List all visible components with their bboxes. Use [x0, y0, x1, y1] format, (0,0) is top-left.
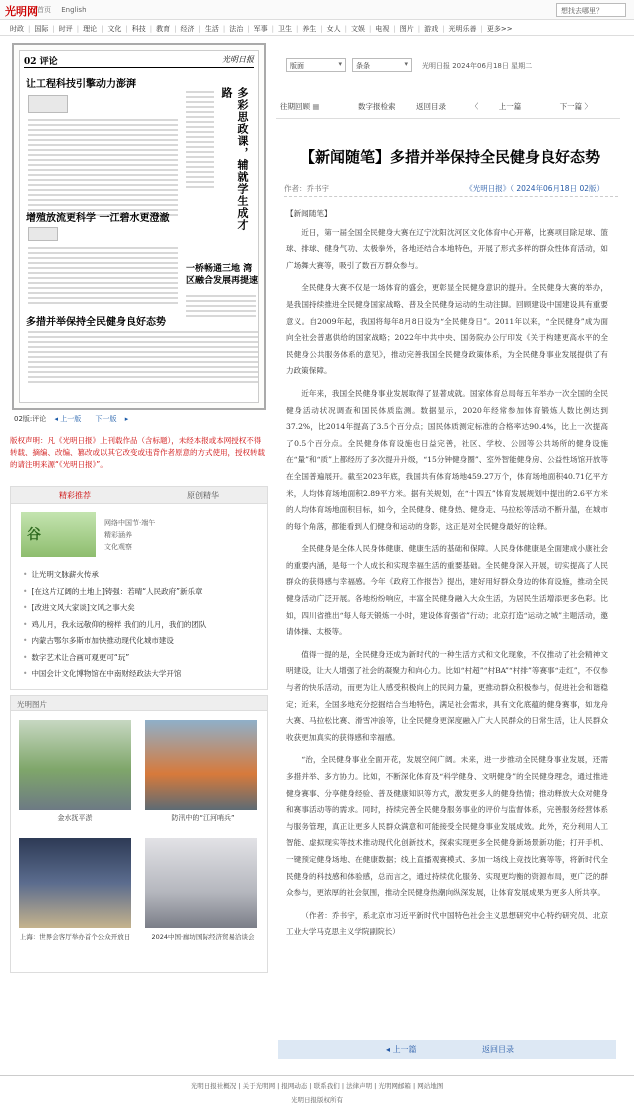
nav-item[interactable]: 光明乐善: [448, 25, 477, 33]
newspaper-page[interactable]: [12, 43, 266, 410]
nav-separator: |: [480, 25, 483, 33]
top-bar: [0, 0, 634, 20]
newspaper-sheet: [19, 50, 259, 403]
calendar-icon: ▦: [312, 102, 320, 111]
paper-page-nav: [14, 414, 134, 424]
recommend-list-item[interactable]: • 内蒙古鄂尔多斯市加快推动现代化城市建设: [23, 633, 206, 650]
paper-logo: 光明日报: [222, 55, 254, 64]
search-input[interactable]: 想找去哪里？: [556, 3, 626, 17]
nav-item[interactable]: 图片: [399, 25, 414, 33]
nav-item[interactable]: 教育: [156, 25, 171, 33]
recommend-tabs: [11, 487, 267, 504]
issue-date: 光明日报 2024年06月18日 星期二: [422, 62, 533, 70]
nav-item[interactable]: 科技: [131, 25, 146, 33]
nav-item[interactable]: 文娱: [351, 25, 366, 33]
article-paragraph: “治，全民健身事业全面开花，发展空间广阔。未来，进一步推动全民健身事业发展，还需多措并举、多方协力。比如，不断深化体育及“科学健身、文明健身”的全民健身理念，通过推进健身赛事、分享健身经验、普及健康知识等方式，激发更多人的健身热情；推动释放大众对健身和赛事活动等的需求。同时，持续完善全民健身服务事业的评价与监督体系，完善服务经营体系与服务管理，真正让更多人民群众满意和可能接受全民健身事业发展成效。此外，充分利用人工智能、虚拟现实等技术推动现代化创新技术，探索实现更多全民健身新场景新功能；打开手机、一键预定健身场地、在健康数据；线上直播观赛模式、多加一场线上竞技比赛等等，将新时代全民健身的科技感和体验感，总而言之，通过持续优化服务、实现更均衡的资源布局，更广泛的群众参与，更浓厚的社会氛围，推动全民健身热潮向纵深发展，让体育发展成果为更多人所共享。: [286, 755, 608, 898]
recommend-list-item[interactable]: • 鸡儿月，我永远敬仰的榜样 我们的儿月，我们的团队: [23, 617, 206, 634]
nav-item[interactable]: 文化: [107, 25, 122, 33]
nav-item[interactable]: 生活: [204, 25, 219, 33]
nav-item[interactable]: 经济: [180, 25, 195, 33]
paper-text-block-3: [28, 247, 178, 307]
nav-separator: |: [222, 25, 226, 33]
article-paragraph: 近年来，我国全民健身事业发展取得了显著成就。国家体育总局每五年举办一次全国的全民健身活动状况调查和国民体质监测。数据显示，2020年经常参加体育锻炼人数比例达到37.2%，比2014年提高了3.5个百分点；国民体质测定标准的合格率达90.4%，比上一次提高了0.5个百分点。全民健身体育设施也日益完善，社区、学校、公园等公共场所的健身设施在“量”和“质”上都经历了多次提升升级，“15分钟健身圈”、室外智能健身房、公益性场馆开放等在全国普遍展开。截至2023年底，我国共有体育场地459.27万个，体育场地面积40.71亿平方米，人均体育场地面积2.89平方米。据有关规划，在“十四五”体育发展规划中提出的2.6平方米的人均体育场地面积目标，如今，全民健身、健身热、健身走、马拉松等活动不断升温，在城市的每个角落，都能看到人们健身和运动的身影，这正是对全民健身最好的诠释。: [286, 388, 608, 531]
photo-4[interactable]: [145, 838, 257, 928]
nav-separator: |: [174, 25, 177, 33]
photo-caption-2[interactable]: 防汛中的“江河哨兵”: [171, 814, 235, 822]
article-lead: 【新闻随笔】: [286, 209, 332, 218]
recommend-list: [23, 567, 206, 683]
section-select[interactable]: 版面 ▾: [286, 58, 346, 72]
photo-2[interactable]: [145, 720, 257, 810]
recommend-side-item[interactable]: 文化观察: [104, 543, 132, 551]
recommend-side-item[interactable]: 网络中国节·端午: [104, 519, 156, 527]
article-source: 《光明日报》（ 2024年06月18日 02版）: [465, 184, 604, 193]
photo-3[interactable]: [19, 838, 131, 928]
page-rule: [24, 67, 254, 68]
article-toolbar: [276, 97, 620, 119]
nav-separator: |: [442, 25, 445, 33]
recommend-list-item[interactable]: • 让光明文脉薪火传承: [23, 567, 206, 584]
photo-panel: [10, 695, 268, 973]
recommend-side: [104, 517, 155, 553]
nav-separator: |: [247, 25, 250, 33]
page-footer: [0, 1075, 634, 1107]
nav-separator: |: [198, 25, 201, 33]
photo-caption-1[interactable]: 金水抚平淤: [57, 814, 93, 822]
nav-item[interactable]: 养生: [302, 25, 317, 33]
footer-links[interactable]: 光明日报社概况 | 关于光明网 | 报网动态 | 联系我们 | 法律声明 | 光明网邮箱 | 网站地图: [190, 1082, 444, 1090]
current-page-label: 02版:评论: [14, 415, 47, 423]
article-paragraph: （作者：乔书宇，系北京市习近平新时代中国特色社会主义思想研究中心特约研究员、北京工业大学马克思主义学院副院长）: [286, 910, 608, 937]
paper-headline-2[interactable]: 增殖放流更科学 一江碧水更澄澈: [26, 213, 170, 224]
photo-caption-4[interactable]: 2024中国·廊坊国际经济贸易洽谈会: [151, 933, 255, 941]
nav-item[interactable]: 法治: [229, 25, 244, 33]
nav-item[interactable]: 卫生: [277, 25, 292, 33]
nav-separator: |: [393, 25, 396, 33]
digital-search-link[interactable]: 数字报检索: [358, 102, 396, 111]
paper-vertical-title-1[interactable]: 多彩思政课，辅就学生成才路: [220, 87, 249, 231]
article-paragraph: 全民健身大赛不仅是一场体育的盛会，更彰显全民健身意识的提升。全民健身大赛的举办，是我国持续推进全民健身国家战略、普及全民健身运动的生动注脚。回顾建设中国建设具有重要意义。自2009年起，我国将每年8月8日设为“全民健身日”。2011年以来，“全民健身”成为面向全社会普惠供给的国家战略；2022年中共中央、国务院办公厅印发《关于构建更高水平的全民健身公共服务体系的意见》，推动完善我国全民健身政策体系，为全民健身事业发展提供了有力政策保障。: [286, 283, 608, 376]
paper-headline-3[interactable]: 多措并举保持全民健身良好态势: [26, 317, 166, 328]
article-paragraph: 近日，第一届全国全民健身大赛在辽宁沈阳沈河区文化体育中心开幕，比赛项目除足球、篮球、排球、健身气功、太极拳外，各地还结合本地特色，开展了形式多样的群众性体育活动，如广场舞大赛等，吸引了数百万群众参与。: [286, 227, 608, 270]
nav-separator: |: [344, 25, 348, 33]
nav-separator: |: [369, 25, 372, 33]
recommend-list-item[interactable]: • [改进文风大家谈]文风之事大矣: [23, 600, 206, 617]
paper-headline-4[interactable]: 一桥畅通三地 湾区融合发展再提速: [186, 264, 259, 286]
bottom-index-link[interactable]: 返回目录: [482, 1045, 514, 1054]
nav-item[interactable]: 女人: [326, 25, 341, 33]
nav-item[interactable]: 时政: [10, 25, 24, 33]
paper-text-block-2: [186, 91, 214, 191]
copyright-notice: 版权声明：凡《光明日报》上刊载作品（含标题），未经本报或本网授权不得转载、摘编、改编、篡改或以其它改变或违背作者原意的方式使用，授权转载的请注明来源“《光明日报》”。: [10, 436, 265, 469]
footer-copyright: 光明日报版权所有: [291, 1096, 343, 1104]
photo-panel-title: 光明图片: [11, 696, 267, 711]
nav-separator: |: [271, 25, 274, 33]
nav-item[interactable]: 游戏: [424, 25, 439, 33]
english-link[interactable]: English: [61, 6, 87, 14]
paper-column-badge: [28, 95, 68, 113]
article-paragraph: 值得一提的是，全民健身还成为新时代的一种生活方式和文化现象，不仅推动了社会精神文明建设，让大人增强了社会的凝聚力和向心力。比如“村超”“村BA”“村排”等赛事“走红”，不仅参与者的快乐活动，而更为让人感受积极向上的民间力量，更推动群众积极参与，促进社会和谐稳定；近来，全国多地充分挖掘结合当地特色，满足社会需求，具有文化底蕴的健身赛事，如龙舟大赛、马拉松比赛、滑雪冲浪等，让全民健身更深度融入广大人民群众的日常生活，让人民群众收获更加真实的获得感和幸福感。: [286, 649, 608, 742]
recommend-side-item[interactable]: 精彩涵养: [104, 531, 132, 539]
nav-item[interactable]: 国际: [34, 25, 49, 33]
next-page-link[interactable]: 下一版 ▸: [95, 415, 129, 423]
recommend-list-item[interactable]: • 中国会计文化博物馆在中南财经政法大学开馆: [23, 666, 206, 683]
nav-separator: |: [417, 25, 421, 33]
channel-nav: [0, 20, 634, 36]
recommend-list-item[interactable]: • 数字艺术让合画可观更可“玩”: [23, 650, 206, 667]
paper-text-block-5: [28, 331, 258, 386]
article-paragraph: 全民健身是全体人民身体健康、健康生活的基础和保障。人民身体健康是全面建成小康社会的重要内涵，是每一个人成长和实现幸福生活的重要基础。全民健身深入开展，切实提高了人民群众的获得感与幸福感。今年《政府工作报告》提出，建好用好群众身边的体育设施，推动全民健身活动广泛开展。各地纷纷响应，丰富全民健身融入大众生活，为居民生活增添更多色彩。比如，四川省推出“每人每天锻炼一小时，建设体育强省”行动；北京打造“运动之城”主题活动，邀请体操、太极等。: [286, 544, 608, 637]
back-to-index-link[interactable]: 返回目录: [416, 102, 446, 111]
photo-1[interactable]: [19, 720, 131, 810]
nav-item[interactable]: 电视: [375, 25, 390, 33]
recommend-panel: [10, 486, 268, 690]
top-links: [37, 5, 95, 15]
next-article-link[interactable]: 下一篇 〉: [559, 102, 592, 111]
prev-page-link[interactable]: ◂ 上一版: [54, 415, 82, 423]
paper-text-block-1: [28, 119, 178, 219]
recommend-image-text: 谷: [27, 527, 41, 543]
tab-original[interactable]: 原创精华: [187, 491, 219, 500]
nav-separator: |: [149, 25, 153, 33]
article-author: 作者：乔书宇: [284, 184, 329, 193]
nav-separator: |: [125, 25, 128, 33]
tab-featured[interactable]: 精彩推荐: [59, 491, 91, 500]
home-link[interactable]: 首页: [37, 6, 51, 14]
archive-link[interactable]: 往期回顾 ▦: [280, 102, 320, 111]
paper-text-block-4: [186, 295, 256, 320]
issue-selector: [280, 54, 620, 76]
photo-caption-3[interactable]: 上海：世界会客厅举办首个公众开放日: [19, 933, 131, 941]
nav-separator: |: [76, 25, 80, 33]
prev-article-link[interactable]: 〈 上一篇: [470, 102, 522, 111]
article-body: [286, 206, 608, 947]
nav-item[interactable]: 时评: [58, 25, 73, 33]
article-bottom-nav: [278, 1040, 616, 1059]
nav-item[interactable]: 军事: [253, 25, 268, 33]
nav-item[interactable]: 理论: [83, 25, 98, 33]
nav-separator: |: [295, 25, 299, 33]
nav-separator: |: [320, 25, 323, 33]
recommend-image[interactable]: [21, 512, 96, 557]
recommend-list-item[interactable]: • [在这片辽阔的土地上]铸强：若晴“人民政府”新乐章: [23, 584, 206, 601]
page-number: 02 评论: [24, 57, 58, 67]
nav-item[interactable]: 更多>>: [486, 25, 513, 33]
nav-separator: |: [52, 25, 55, 33]
article-pager: [453, 101, 592, 112]
article-select[interactable]: 条条 ▾: [352, 58, 412, 72]
paper-column-badge-2: [28, 227, 58, 241]
paper-headline-1[interactable]: 让工程科技引擎动力澎湃: [26, 79, 136, 90]
nav-separator: |: [28, 25, 31, 33]
article-meta: [284, 183, 618, 197]
site-logo[interactable]: 光明网: [5, 5, 38, 18]
article-title: 【新闻随笔】多措并举保持全民健身良好态势: [299, 148, 600, 166]
bottom-prev-link[interactable]: ◂ 上一篇: [386, 1045, 417, 1054]
nav-separator: |: [101, 25, 104, 33]
